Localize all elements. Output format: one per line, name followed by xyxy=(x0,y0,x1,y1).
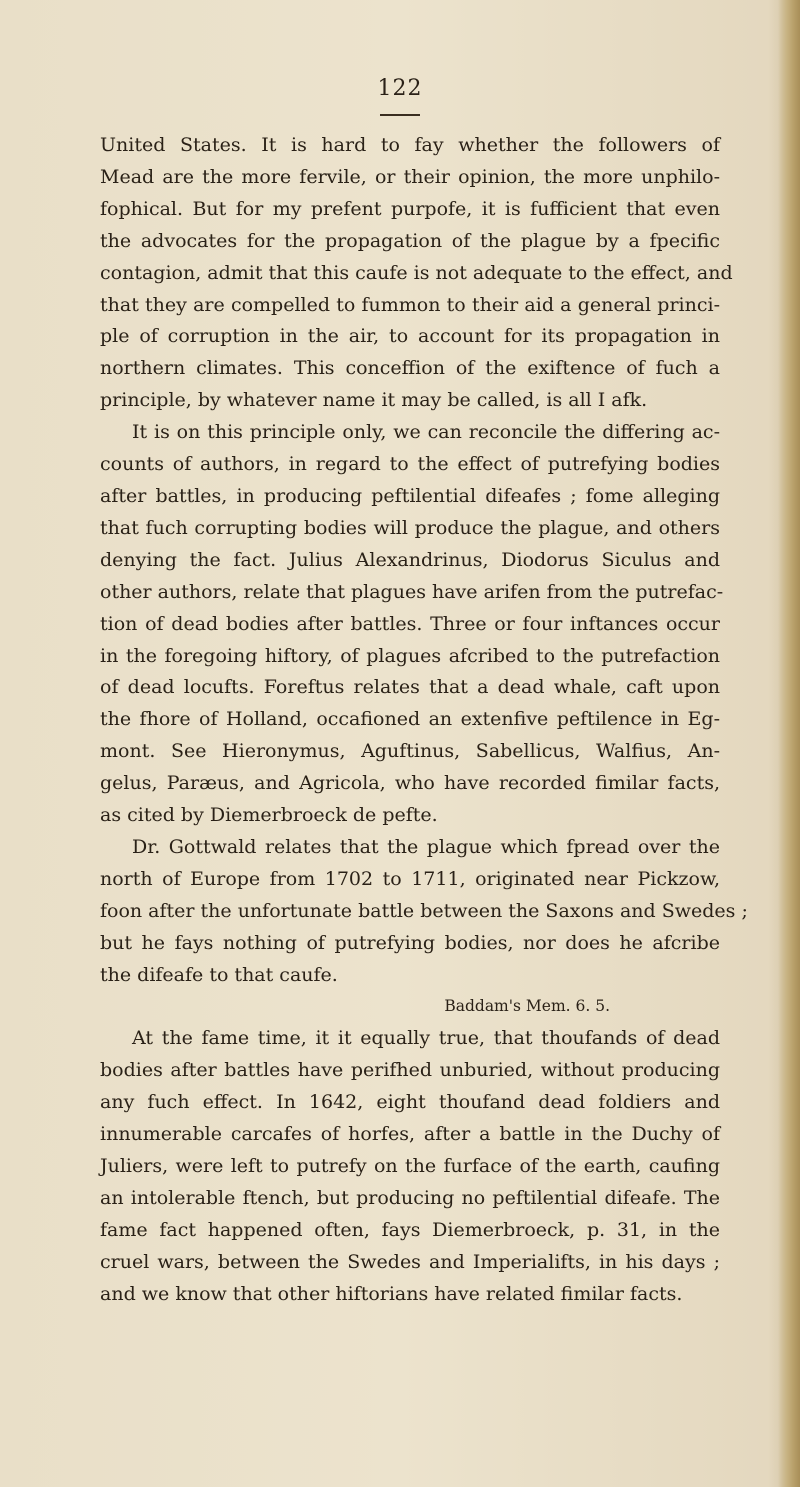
text-line: bodies after battles have perifhed unburied, without producing xyxy=(100,1059,720,1082)
text-line: of dead locufts. Foreftus relates that a dead whale, caft upon xyxy=(100,676,720,699)
text-line: other authors, relate that plagues have arifen from the putrefac- xyxy=(100,580,724,603)
text-line: and we know that other hiftorians have related fimilar facts. xyxy=(100,1282,683,1305)
text-line: counts of authors, in regard to the effect of putrefying bodies xyxy=(100,453,720,476)
text-line: any fuch effect. In 1642, eight thoufand dead foldiers and xyxy=(100,1091,720,1114)
text-line: contagion, admit that this caufe is not adequate to the effect, and xyxy=(100,261,733,284)
text-line: that fuch corrupting bodies will produce the plague, and others xyxy=(100,516,720,539)
text-line: the difeafe to that caufe. xyxy=(100,963,338,986)
text-line: but he fays nothing of putrefying bodies, nor does he afcribe xyxy=(100,931,720,954)
text-line: It is on this principle only, we can reconcile the differing ac- xyxy=(132,421,720,444)
page-edge xyxy=(778,0,800,1487)
text-line: cruel wars, between the Swedes and Imperialifts, in his days ; xyxy=(100,1250,720,1273)
text-line: gelus, Paræus, and Agricola, who have recorded fimilar facts, xyxy=(100,772,720,795)
text-line: in the foregoing hiftory, of plagues afcribed to the putrefaction xyxy=(100,644,720,667)
text-line: that they are compelled to fummon to their aid a general princi- xyxy=(100,293,720,316)
text-line: denying the fact. Julius Alexandrinus, Diodorus Siculus and xyxy=(100,548,720,571)
text-line: fophical. But for my prefent purpofe, it is fufficient that even xyxy=(100,197,720,220)
text-line: the fhore of Holland, occafioned an extenfive peftilence in Eg- xyxy=(100,708,720,731)
text-line: as cited by Diemerbroeck de pefte. xyxy=(100,804,438,827)
text-line: At the fame time, it it equally true, that thoufands of dead xyxy=(132,1027,720,1050)
text-line: ple of corruption in the air, to account for its propagation in xyxy=(100,325,720,348)
text-line: foon after the unfortunate battle between the Saxons and Swedes ; xyxy=(100,899,748,922)
text-line: north of Europe from 1702 to 1711, originated near Pickzow, xyxy=(100,867,720,890)
text-line: innumerable carcafes of horfes, after a battle in the Duchy of xyxy=(100,1123,720,1146)
text-line: Dr. Gottwald relates that the plague which fpread over the xyxy=(132,835,720,858)
text-line: the advocates for the propagation of the plague by a fpecific xyxy=(100,229,720,252)
text-line: tion of dead bodies after battles. Three or four inftances occur xyxy=(100,612,720,635)
text-line: Juliers, were left to putrefy on the furface of the earth, caufing xyxy=(100,1155,720,1177)
text-line: after battles, in producing peftilential difeafes ; fome alleging xyxy=(100,484,720,507)
text-line: principle, by whatever name it may be called, is all I afk. xyxy=(100,389,648,412)
page-number: 122 xyxy=(377,76,423,101)
text-line: mont. See Hieronymus, Aguftinus, Sabellicus, Walfius, An- xyxy=(100,740,720,763)
text-line: fame fact happened often, fays Diemerbroeck, p. 31, in the xyxy=(100,1218,720,1241)
header-rule xyxy=(380,114,420,116)
text-line: Mead are the more fervile, or their opinion, the more unphilo- xyxy=(100,165,720,188)
body-text xyxy=(100,130,748,1311)
text-line: northern climates. This conceffion of the exiftence of fuch a xyxy=(100,357,720,380)
citation: Baddam's Mem. 6. 5. xyxy=(444,997,610,1016)
text-line: an intolerable ftench, but producing no peftilential difeafe. The xyxy=(100,1186,720,1209)
text-line: United States. It is hard to fay whether the followers of xyxy=(100,134,720,156)
